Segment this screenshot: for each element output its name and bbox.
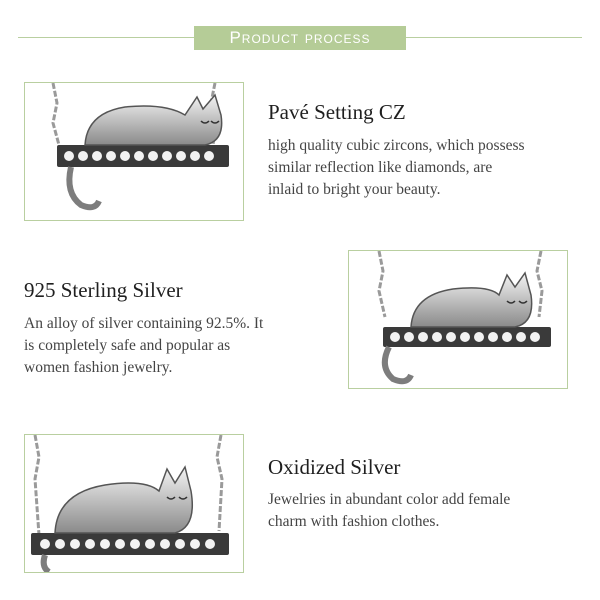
text-line: charm with fashion clothes.	[268, 513, 440, 530]
section-header-title: Product process	[229, 28, 371, 47]
text-line: Jewelries in abundant color add female	[268, 491, 511, 508]
product-photo-1	[24, 82, 244, 221]
text-line: women fashion jewelry.	[24, 359, 173, 376]
section-title-oxidized-silver: Oxidized Silver	[268, 455, 401, 479]
cat-necklace-illustration	[25, 435, 243, 572]
section-header-badge	[194, 26, 406, 50]
text-line: An alloy of silver containing 92.5%. It	[24, 315, 264, 332]
text-line: is completely safe and popular as	[24, 337, 231, 354]
text-line: similar reflection like diamonds, are	[268, 159, 493, 176]
header-rule-right	[406, 37, 582, 38]
cat-necklace-illustration	[25, 83, 243, 220]
header-rule-left	[18, 37, 194, 38]
product-photo-2	[348, 250, 568, 389]
text-line: high quality cubic zircons, which possess	[268, 137, 525, 154]
text-line: inlaid to bright your beauty.	[268, 181, 441, 198]
product-photo-3	[24, 434, 244, 573]
section-title-sterling-silver: 925 Sterling Silver	[24, 278, 183, 302]
section-text-pave-setting	[268, 135, 525, 201]
section-text-sterling-silver	[24, 313, 263, 379]
section-title-pave-setting: Pavé Setting CZ	[268, 100, 406, 124]
section-text-oxidized-silver	[268, 489, 510, 533]
cat-necklace-illustration	[349, 251, 567, 388]
